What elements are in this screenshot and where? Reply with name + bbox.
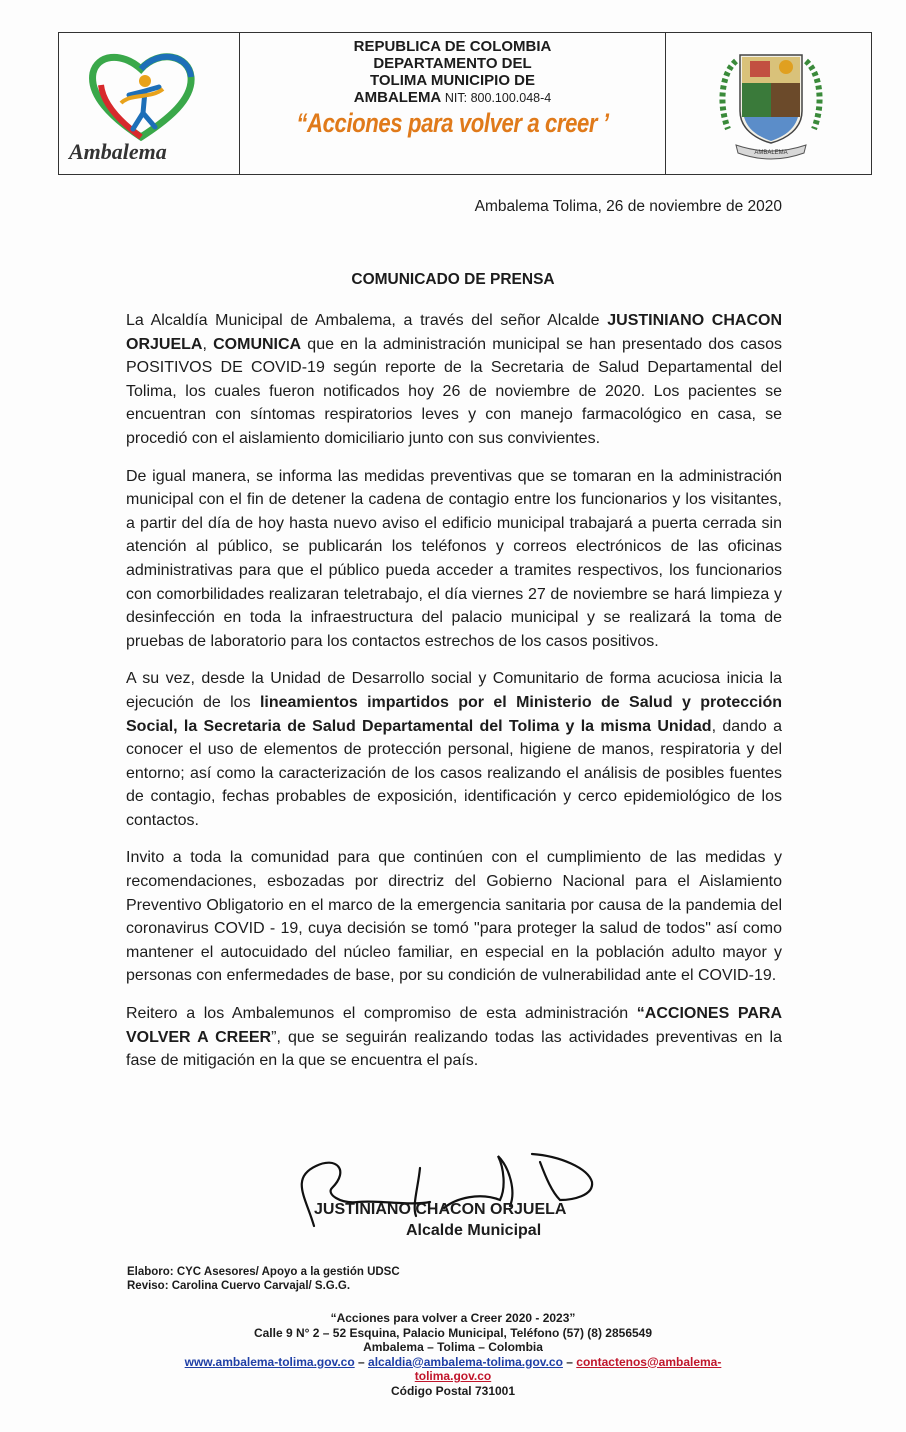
header-line-3: TOLIMA MUNICIPIO DE (370, 72, 535, 89)
nit-number: NIT: 800.100.048-4 (444, 91, 552, 105)
header-slogan: “Acciones para volver a creer ’ (296, 108, 609, 138)
document-credits (127, 1265, 400, 1293)
mayor-name: JUSTINIANO CHACON ORJUELA (126, 312, 783, 353)
logo-cell (59, 33, 240, 174)
paragraph-guidelines: A su vez, desde la Unidad de Desarrollo social y Comunitario de forma acuciosa inicia la ejecución de los lineamientos impartidos por el Ministerio de Salud y protección Social, la Secretaria de Salud Departamental del Tolima y la misma Unidad, dando a conocer el uso de elementos de protección personal, higiene de manos, respiratoria y del entorno; así como la caracterización de los casos realizando el análisis de posibles fuentes de contagio, fechas probables de exposición, identificación y cerco epidemiológico de los contactos. (126, 670, 783, 829)
credit-reviso: Reviso: Carolina Cuervo Carvajal/ S.G.G. (127, 1280, 351, 1292)
crest-cell (666, 33, 871, 174)
credit-elaboro: Elaboro: CYC Asesores/ Apoyo a la gestión UDSC (127, 1266, 400, 1278)
header-line-2: DEPARTAMENTO DEL (373, 55, 532, 72)
footer-slogan: “Acciones para volver a Creer 2020 - 2023” (330, 1311, 576, 1325)
ambalema-heart-logo (59, 33, 239, 173)
letter-date: Ambalema Tolima, 26 de noviembre de 2020 (474, 198, 782, 215)
letterhead (58, 32, 872, 175)
footer-links: www.ambalema-tolima.gov.co – alcaldia@ambalema-tolima.gov.co – contactenos@ambalema- (184, 1354, 722, 1369)
header-line-4 (240, 89, 665, 107)
document-title: COMUNICADO DE PRENSA (351, 271, 555, 288)
header-line-1: REPUBLICA DE COLOMBIA (353, 38, 552, 55)
municipal-crest-icon (666, 33, 871, 173)
footer-location: Ambalema – Tolima – Colombia (363, 1340, 543, 1354)
paragraph-commitment: Reitero a los Ambalemunos el compromiso de esta administración “ACCIONES PARA VOLVER A CREER”, que se seguirán realizando todas las actividades preventivas en la fase de mitigación en la que se encuentra el país. (126, 1005, 783, 1070)
signatory-name: JUSTINIANO CHACON ORJUELA (314, 1201, 567, 1218)
letter-body (126, 309, 782, 1087)
footer-address: Calle 9 N° 2 – 52 Esquina, Palacio Municipal, Teléfono (57) (8) 2856549 (253, 1325, 653, 1340)
svg-text:AMBALEMA: AMBALEMA (754, 150, 788, 156)
footer-postal-code: Código Postal 731001 (390, 1383, 516, 1398)
paragraph-invitation: Invito a toda la comunidad para que continúen con el cumplimiento de las medidas y recomendaciones, esbozadas por directriz del Gobierno Nacional para el Aislamiento Preventivo Obligatorio en el marco de la emergencia sanitaria por causa de la pandemia del coronavirus COVID - 19, cuya decisión se tomó "para proteger la salud de todos" así como mantener el autocuidado del núcleo familiar, en especial en la población adulto mayor y personas con enfermedades de base, por su condición de vulnerabilidad ante el COVID-19. (126, 849, 782, 985)
paragraph-announcement: La Alcaldía Municipal de Ambalema, a través del señor Alcalde JUSTINIANO CHACON ORJUELA, COMUNICA que en la administración municipal se han presentado dos casos POSITIVOS DE COVID-19 según reporte de la Secretaria de Salud Departamental del Tolima, los cuales fueron notificados hoy 26 de noviembre de 2020. Los pacientes se encuentran con síntomas respiratorios leves y con manejo farmacológico en casa, se procedió con el aislamiento domiciliario junto con sus convivientes. (126, 312, 783, 447)
svg-text:Ambalema: Ambalema (69, 139, 167, 164)
email-alcaldia-link[interactable]: alcaldia@ambalema-tolima.gov.co (368, 1354, 563, 1369)
letter-footer (0, 1311, 906, 1398)
municipality-name: AMBALEMA (353, 89, 441, 106)
website-link[interactable]: www.ambalema-tolima.gov.co (184, 1354, 355, 1369)
title-cell (240, 33, 666, 174)
paragraph-preventive-measures: De igual manera, se informa las medidas preventivas que se tomaran en la administración municipal con el fin de detener la cadena de contagio entre los funcionarios y los visitantes, a partir del día de hoy hasta nuevo aviso el edificio municipal trabajará a puerta cerrada sin atención al público, se publicarán los teléfonos y correos electrónicos de las oficinas administrativas para que el público pueda acceder a tramites respectivos, los funcionarios con comorbilidades realizaran teletrabajo, el día viernes 27 de noviembre se hará limpieza y desinfección en toda la infraestructura del palacio municipal y se realizará la toma de pruebas de laboratorio para los contactos estrechos de los casos positivos. (126, 467, 782, 650)
email-contactenos-link-cont[interactable]: tolima.gov.co (414, 1369, 492, 1383)
email-contactenos-link[interactable]: contactenos@ambalema- (576, 1354, 722, 1369)
signatory-role: Alcalde Municipal (406, 1222, 542, 1239)
